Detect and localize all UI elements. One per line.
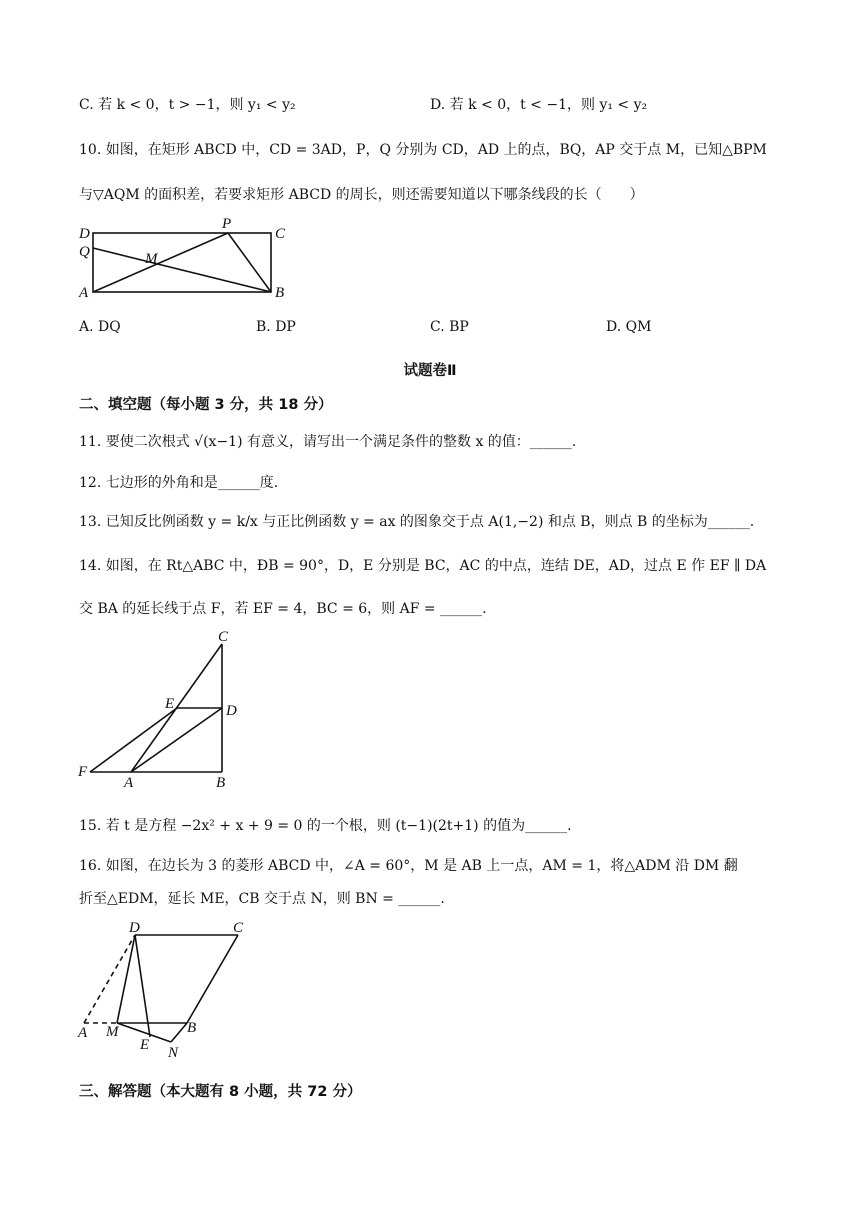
q13: 13. 已知反比例函数 y = k/x 与正比例函数 y = ax 的图象交于点 A(1,−2) 和点 B，则点 B 的坐标为______. bbox=[79, 514, 755, 530]
q11: 11. 要使二次根式 √(x−1) 有意义，请写出一个满足条件的整数 x 的值：______. bbox=[79, 434, 577, 450]
q16-label-a: A bbox=[78, 1025, 88, 1041]
q14-label-b: B bbox=[216, 775, 226, 791]
section3-heading: 三、解答题（本大题有 8 小题，共 72 分） bbox=[79, 1084, 362, 1100]
q16-label-m: M bbox=[106, 1024, 119, 1040]
q10-rectangle-figure bbox=[76, 218, 296, 308]
q14-label-f: F bbox=[78, 764, 88, 780]
q16-label-n: N bbox=[168, 1045, 179, 1061]
section-title: 试题卷Ⅱ bbox=[403, 363, 457, 379]
q10-label-m: M bbox=[145, 251, 158, 267]
q10-option-b: B. DP bbox=[256, 319, 296, 335]
q14-triangle-figure bbox=[76, 626, 256, 791]
q10-option-c: C. BP bbox=[430, 319, 469, 335]
q9-option-c: C. 若 k < 0，t > −1，则 y₁ < y₂ bbox=[79, 97, 296, 113]
q14-label-c: C bbox=[218, 629, 229, 645]
q14-line2: 交 BA 的延长线于点 F，若 EF = 4，BC = 6，则 AF = ______. bbox=[79, 601, 487, 617]
q14-label-e: E bbox=[165, 696, 175, 712]
q16-label-c: C bbox=[233, 920, 244, 936]
q10-label-d: D bbox=[79, 226, 90, 242]
q10-label-a: A bbox=[79, 285, 89, 301]
q14-label-a: A bbox=[124, 775, 134, 791]
q16-rhombus-figure bbox=[74, 916, 264, 1066]
q10-label-q: Q bbox=[79, 244, 90, 260]
q16-label-b: B bbox=[187, 1020, 197, 1036]
q10-label-b: B bbox=[275, 285, 285, 301]
q10-label-p: P bbox=[222, 218, 232, 232]
q12: 12. 七边形的外角和是______度. bbox=[79, 475, 279, 491]
q10-label-c: C bbox=[275, 226, 286, 242]
q14-line1: 14. 如图，在 Rt△ABC 中，ÐB = 90°，D，E 分别是 BC，AC 的中点，连结 DE，AD，过点 E 作 EF ∥ DA bbox=[79, 558, 767, 574]
q10-stem-line1: 10. 如图，在矩形 ABCD 中，CD = 3AD，P，Q 分别为 CD，AD 上的点，BQ，AP 交于点 M，已知△BPM bbox=[79, 142, 767, 158]
q16-label-d: D bbox=[129, 920, 140, 936]
q10-stem-line2: 与▽AQM 的面积差，若要求矩形 ABCD 的周长，则还需要知道以下哪条线段的长（ ） bbox=[79, 187, 644, 203]
q10-option-d: D. QM bbox=[606, 319, 652, 335]
section2-heading: 二、填空题（每小题 3 分，共 18 分） bbox=[79, 397, 333, 413]
q15: 15. 若 t 是方程 −2x² + x + 9 = 0 的一个根，则 (t−1)(2t+1) 的值为______. bbox=[79, 818, 572, 834]
q16-label-e: E bbox=[140, 1037, 150, 1053]
q9-option-d: D. 若 k < 0，t < −1，则 y₁ < y₂ bbox=[430, 97, 648, 113]
q16-line1: 16. 如图，在边长为 3 的菱形 ABCD 中，∠A = 60°，M 是 AB 上一点，AM = 1，将△ADM 沿 DM 翻 bbox=[79, 858, 738, 874]
q14-label-d: D bbox=[226, 703, 237, 719]
q16-line2: 折至△EDM，延长 ME，CB 交于点 N，则 BN = ______. bbox=[79, 891, 445, 907]
q10-option-a: A. DQ bbox=[79, 319, 121, 335]
